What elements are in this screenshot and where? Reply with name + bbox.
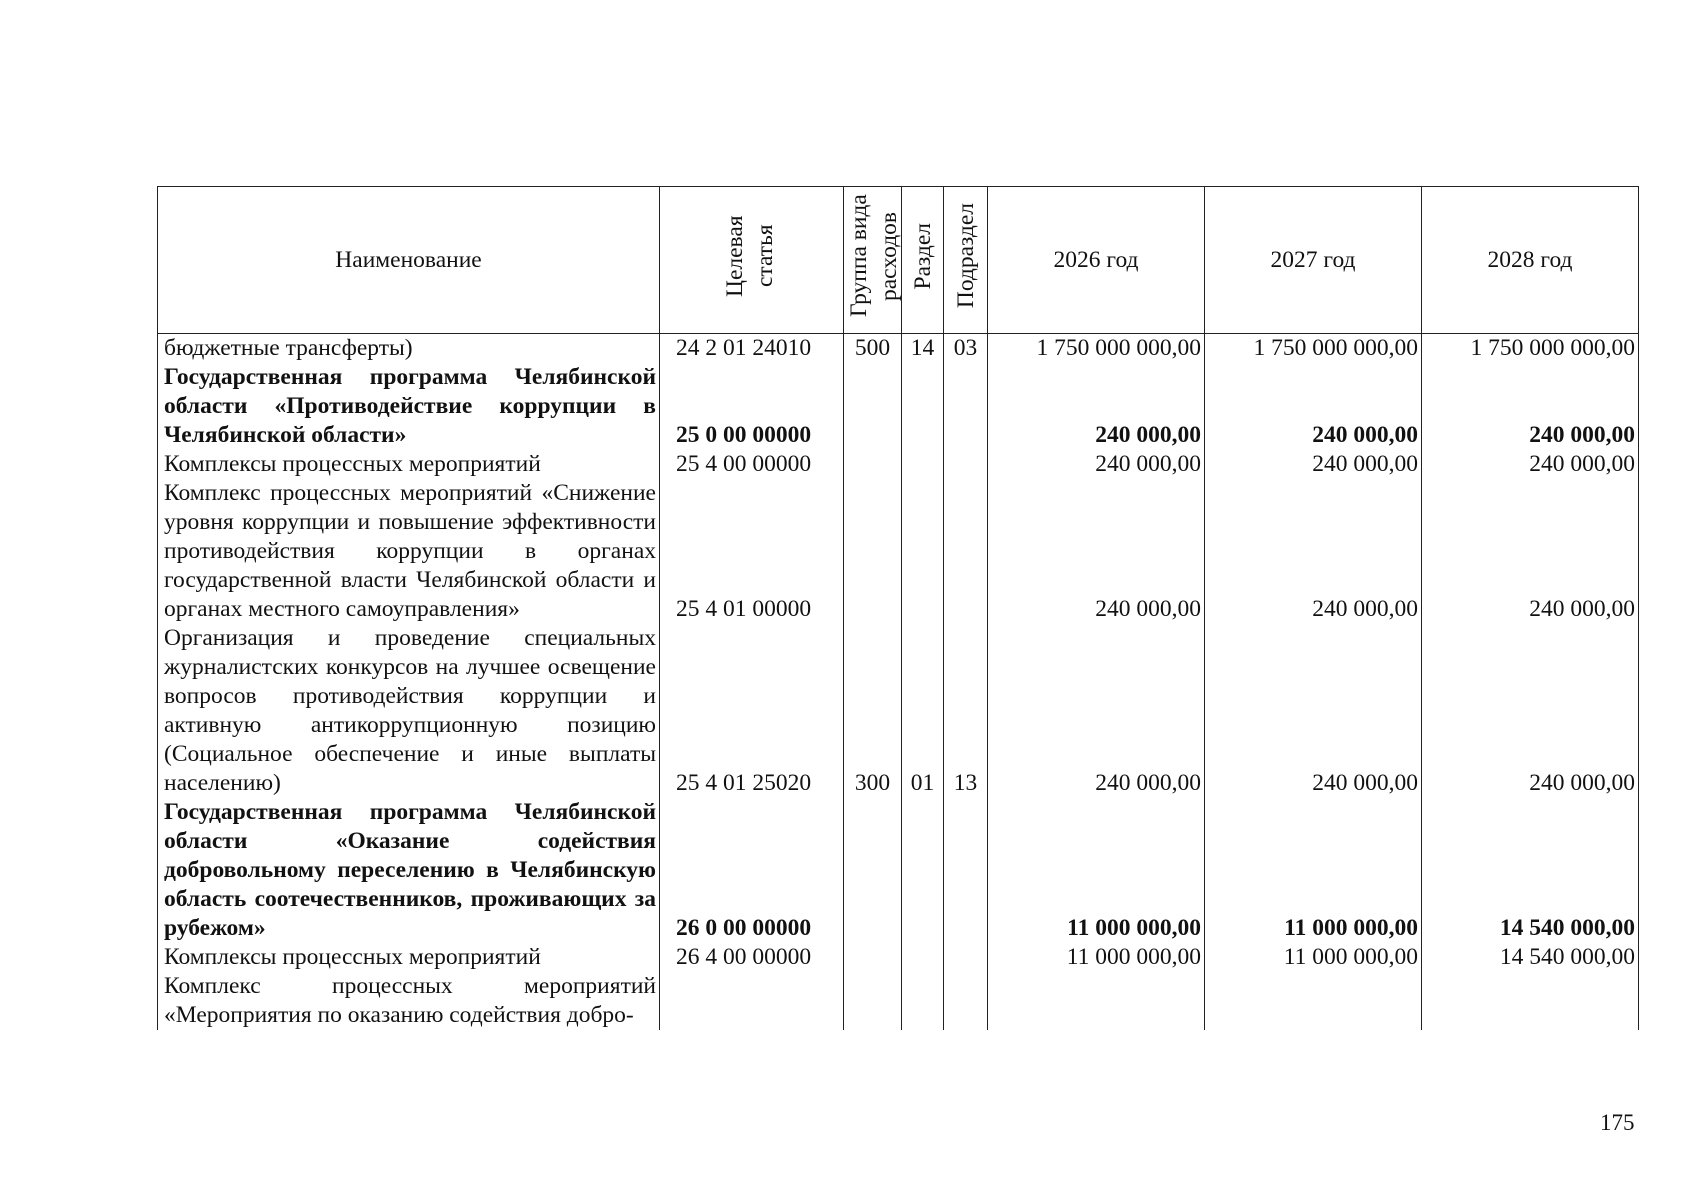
row-amount-2028: 14 540 000,00 [1422,798,1639,943]
row-target-article: 25 4 01 25020 [660,624,844,798]
row-amount-2028: 1 750 000 000,00 [1422,334,1639,364]
row-amount-2026: 240 000,00 [988,363,1205,450]
header-target-article: Целевая статья [660,187,844,334]
row-name: Комплексы процессных мероприятий [158,450,660,479]
row-expense-group: 500 [844,334,902,364]
row-expense-group [844,972,902,1030]
row-expense-group [844,798,902,943]
row-amount-2026: 240 000,00 [988,624,1205,798]
row-subsection: 03 [944,334,988,364]
row-expense-group [844,479,902,624]
row-amount-2026: 240 000,00 [988,450,1205,479]
row-amount-2028 [1422,972,1639,1030]
row-section [902,450,944,479]
table-row [158,479,1639,624]
row-amount-2027: 240 000,00 [1205,624,1422,798]
header-subsection: Подраздел [944,187,988,334]
row-expense-group [844,450,902,479]
row-section: 01 [902,624,944,798]
row-amount-2026: 1 750 000 000,00 [988,334,1205,364]
row-amount-2028: 240 000,00 [1422,479,1639,624]
row-amount-2028: 240 000,00 [1422,363,1639,450]
row-name: Организация и проведение специальных журналистских конкурсов на лучшее освещение вопросов противодействия коррупции и активную антикоррупционную позицию (Социальное обеспечение и иные выплаты населению) [158,624,660,798]
row-expense-group [844,363,902,450]
row-subsection [944,798,988,943]
row-name: бюджетные трансферты) [158,334,660,364]
row-amount-2028: 240 000,00 [1422,624,1639,798]
row-amount-2028: 14 540 000,00 [1422,943,1639,972]
row-section: 14 [902,334,944,364]
row-section [902,972,944,1030]
table-row [158,363,1639,450]
row-subsection [944,972,988,1030]
row-amount-2026: 11 000 000,00 [988,798,1205,943]
row-target-article: 25 4 00 00000 [660,450,844,479]
header-expense-group: Группа вида расходов [844,187,902,334]
header-year-2027: 2027 год [1205,187,1422,334]
row-amount-2026 [988,972,1205,1030]
table-row [158,624,1639,798]
row-name: Государственная программа Челябинской области «Оказание содействия добровольному переселению в Челябинскую область соотечественников, проживающих за рубежом» [158,798,660,943]
table-row [158,943,1639,972]
row-amount-2026: 11 000 000,00 [988,943,1205,972]
row-subsection [944,943,988,972]
row-subsection: 13 [944,624,988,798]
page-number: 175 [1600,1110,1635,1135]
row-section [902,943,944,972]
row-name: Государственная программа Челябинской области «Противодействие коррупции в Челябинской области» [158,363,660,450]
row-name: Комплекс процессных мероприятий «Мероприятия по оказанию содействия добро- [158,972,660,1030]
table-row [158,798,1639,943]
header-name: Наименование [158,187,660,334]
row-name: Комплекс процессных мероприятий «Снижение уровня коррупции и повышение эффективности противодействия коррупции в органах государственной власти Челябинской области и органах местного самоуправления» [158,479,660,624]
row-target-article: 26 4 00 00000 [660,943,844,972]
row-amount-2027: 240 000,00 [1205,479,1422,624]
table-row [158,334,1639,364]
budget-table [157,186,1639,1030]
table-row [158,450,1639,479]
row-section [902,363,944,450]
row-amount-2028: 240 000,00 [1422,450,1639,479]
table-row [158,972,1639,1030]
row-expense-group: 300 [844,624,902,798]
row-amount-2027 [1205,972,1422,1030]
header-year-2026: 2026 год [988,187,1205,334]
header-row [158,187,1639,334]
row-target-article: 25 4 01 00000 [660,479,844,624]
row-subsection [944,363,988,450]
row-amount-2027: 11 000 000,00 [1205,798,1422,943]
header-section: Раздел [902,187,944,334]
row-amount-2027: 240 000,00 [1205,450,1422,479]
row-section [902,798,944,943]
row-target-article: 26 0 00 00000 [660,798,844,943]
row-expense-group [844,943,902,972]
row-amount-2026: 240 000,00 [988,479,1205,624]
row-subsection [944,450,988,479]
row-target-article: 24 2 01 24010 [660,334,844,364]
row-amount-2027: 240 000,00 [1205,363,1422,450]
row-target-article: 25 0 00 00000 [660,363,844,450]
row-target-article [660,972,844,1030]
header-year-2028: 2028 год [1422,187,1639,334]
row-section [902,479,944,624]
row-amount-2027: 11 000 000,00 [1205,943,1422,972]
row-amount-2027: 1 750 000 000,00 [1205,334,1422,364]
row-name: Комплексы процессных мероприятий [158,943,660,972]
row-subsection [944,479,988,624]
